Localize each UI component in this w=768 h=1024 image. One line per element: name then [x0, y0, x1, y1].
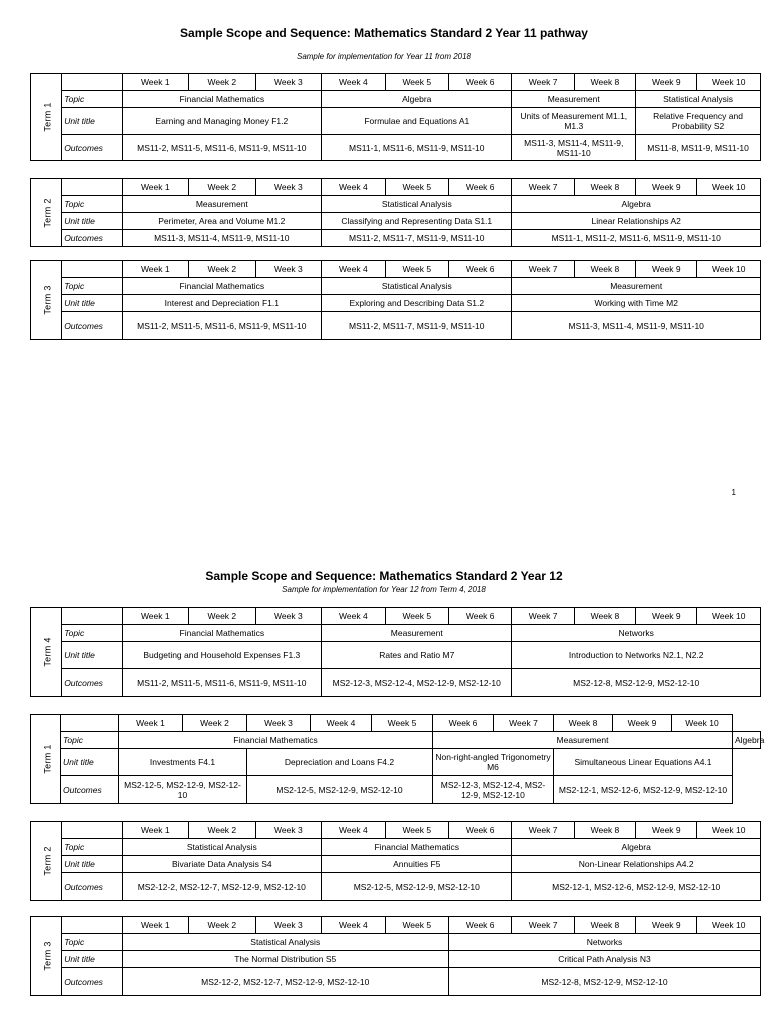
term-label — [31, 822, 62, 901]
week-header: Week 4 — [322, 822, 385, 839]
topic-cell: Measurement — [433, 732, 733, 749]
topic-cell: Financial Mathematics — [322, 839, 512, 856]
outcomes-cell: MS11-3, MS11-4, MS11-9, MS11-10 — [122, 230, 322, 247]
row-label-topic: Topic — [62, 278, 122, 295]
week-header: Week 8 — [554, 715, 613, 732]
week-header: Week 10 — [697, 608, 761, 625]
week-header: Week 10 — [697, 74, 761, 91]
term-label-text: Term 2 — [42, 846, 53, 876]
week-header: Week 5 — [385, 261, 448, 278]
week-header: Week 9 — [636, 917, 697, 934]
term-label — [31, 179, 62, 247]
week-header: Week 1 — [122, 74, 189, 91]
week-header: Week 1 — [122, 822, 189, 839]
outcomes-cell: MS2-12-3, MS2-12-4, MS2-12-9, MS2-12-10 — [433, 776, 554, 804]
row-label-outcomes: Outcomes — [62, 135, 122, 161]
topic-cell: Financial Mathematics — [122, 91, 322, 108]
term-label-text: Term 4 — [42, 637, 53, 667]
week-header: Week 2 — [189, 261, 256, 278]
topic-cell: Statistical Analysis — [122, 839, 322, 856]
term-label-text: Term 2 — [42, 197, 53, 228]
row-label-unit: Unit title — [62, 213, 122, 230]
outcomes-cell: MS2-12-1, MS2-12-6, MS2-12-9, MS2-12-10 — [554, 776, 733, 804]
unit-cell: Units of Measurement M1.1, M1.3 — [512, 108, 636, 135]
unit-cell: Formulae and Equations A1 — [322, 108, 512, 135]
page-title-year11: Sample Scope and Sequence: Mathematics Standard 2 Year 11 pathway — [180, 26, 588, 40]
outcomes-cell: MS2-12-3, MS2-12-4, MS2-12-9, MS2-12-10 — [322, 669, 512, 697]
week-header: Week 4 — [311, 715, 372, 732]
week-header: Week 3 — [247, 715, 311, 732]
week-header: Week 2 — [189, 917, 256, 934]
term-label-text: Term 1 — [42, 102, 53, 132]
row-label-unit: Unit title — [62, 642, 122, 669]
topic-cell: Statistical Analysis — [322, 278, 512, 295]
outcomes-cell: MS11-1, MS11-2, MS11-6, MS11-9, MS11-10 — [512, 230, 761, 247]
row-label-unit: Unit title — [62, 295, 122, 312]
week-header: Week 4 — [322, 261, 385, 278]
unit-cell: Bivariate Data Analysis S4 — [122, 856, 322, 873]
unit-cell: Earning and Managing Money F1.2 — [122, 108, 322, 135]
unit-cell: Rates and Ratio M7 — [322, 642, 512, 669]
row-label-topic: Topic — [61, 732, 119, 749]
row-label-outcomes: Outcomes — [62, 312, 122, 340]
week-header: Week 2 — [189, 822, 256, 839]
term-table — [30, 714, 765, 804]
week-header: Week 8 — [574, 74, 635, 91]
topic-cell: Algebra — [512, 839, 761, 856]
header-corner-cell — [62, 608, 122, 625]
week-header: Week 6 — [448, 179, 511, 196]
outcomes-cell: MS2-12-5, MS2-12-9, MS2-12-10 — [119, 776, 247, 804]
week-header: Week 10 — [672, 715, 733, 732]
week-header: Week 7 — [512, 608, 574, 625]
header-corner-cell — [62, 261, 122, 278]
week-header: Week 2 — [183, 715, 247, 732]
term-table — [30, 260, 761, 340]
topic-cell: Financial Mathematics — [119, 732, 433, 749]
week-header: Week 1 — [119, 715, 183, 732]
header-corner-cell — [61, 715, 119, 732]
week-header: Week 3 — [255, 74, 322, 91]
outcomes-cell: MS2-12-8, MS2-12-9, MS2-12-10 — [512, 669, 761, 697]
week-header: Week 6 — [448, 608, 511, 625]
unit-cell: Critical Path Analysis N3 — [448, 951, 760, 968]
week-header: Week 1 — [122, 261, 189, 278]
unit-cell: Non-right-angled Trigonometry M6 — [433, 749, 554, 776]
week-header: Week 10 — [697, 179, 761, 196]
week-header: Week 9 — [613, 715, 672, 732]
week-header: Week 10 — [697, 261, 761, 278]
outcomes-cell: MS2-12-8, MS2-12-9, MS2-12-10 — [448, 968, 760, 996]
unit-cell: Working with Time M2 — [512, 295, 761, 312]
row-label-outcomes: Outcomes — [62, 669, 122, 697]
topic-cell: Networks — [448, 934, 760, 951]
topic-cell: Algebra — [733, 732, 761, 749]
term-label — [31, 608, 62, 697]
unit-cell: Non-Linear Relationships A4.2 — [512, 856, 761, 873]
outcomes-cell: MS11-3, MS11-4, MS11-9, MS11-10 — [512, 135, 636, 161]
term-label — [31, 917, 62, 996]
page-subtitle-year12: Sample for implementation for Year 12 from Term 4, 2018 — [282, 585, 486, 594]
outcomes-cell: MS11-2, MS11-7, MS11-9, MS11-10 — [322, 312, 512, 340]
week-header: Week 7 — [512, 179, 574, 196]
week-header: Week 6 — [448, 261, 511, 278]
week-header: Week 9 — [636, 608, 697, 625]
unit-cell: Interest and Depreciation F1.1 — [122, 295, 322, 312]
row-label-topic: Topic — [62, 839, 122, 856]
row-label-topic: Topic — [62, 625, 122, 642]
unit-cell: Introduction to Networks N2.1, N2.2 — [512, 642, 761, 669]
outcomes-cell: MS11-1, MS11-6, MS11-9, MS11-10 — [322, 135, 512, 161]
term-label — [31, 715, 61, 804]
row-label-outcomes: Outcomes — [61, 776, 119, 804]
topic-cell: Algebra — [322, 91, 512, 108]
unit-cell: Budgeting and Household Expenses F1.3 — [122, 642, 322, 669]
unit-cell: Simultaneous Linear Equations A4.1 — [554, 749, 733, 776]
week-header: Week 8 — [574, 261, 635, 278]
term-label — [31, 74, 62, 161]
week-header: Week 8 — [574, 179, 635, 196]
week-header: Week 8 — [574, 608, 635, 625]
week-header: Week 2 — [189, 179, 256, 196]
term-label-text: Term 3 — [42, 941, 53, 971]
header-corner-cell — [62, 74, 122, 91]
week-header: Week 4 — [322, 608, 385, 625]
unit-cell: Investments F4.1 — [119, 749, 247, 776]
week-header: Week 4 — [322, 917, 385, 934]
outcomes-cell: MS11-2, MS11-5, MS11-6, MS11-9, MS11-10 — [122, 312, 322, 340]
outcomes-cell: MS11-2, MS11-5, MS11-6, MS11-9, MS11-10 — [122, 669, 322, 697]
outcomes-cell: MS2-12-2, MS2-12-7, MS2-12-9, MS2-12-10 — [122, 968, 448, 996]
week-header: Week 5 — [372, 715, 433, 732]
week-header: Week 7 — [512, 822, 574, 839]
topic-cell: Measurement — [512, 278, 761, 295]
week-header: Week 10 — [697, 917, 761, 934]
topic-cell: Statistical Analysis — [322, 196, 512, 213]
topic-cell: Networks — [512, 625, 761, 642]
week-header: Week 9 — [636, 261, 697, 278]
unit-cell: Linear Relationships A2 — [512, 213, 761, 230]
outcomes-cell: MS2-12-2, MS2-12-7, MS2-12-9, MS2-12-10 — [122, 873, 322, 901]
week-header: Week 3 — [255, 179, 322, 196]
week-header: Week 2 — [189, 74, 256, 91]
header-corner-cell — [62, 179, 122, 196]
unit-cell: Annuities F5 — [322, 856, 512, 873]
header-corner-cell — [62, 917, 122, 934]
term-table — [30, 73, 761, 161]
week-header: Week 1 — [122, 179, 189, 196]
topic-cell: Statistical Analysis — [636, 91, 761, 108]
week-header: Week 6 — [433, 715, 494, 732]
week-header: Week 10 — [697, 822, 761, 839]
unit-cell: Perimeter, Area and Volume M1.2 — [122, 213, 322, 230]
term-table — [30, 178, 761, 247]
week-header: Week 3 — [255, 608, 322, 625]
term-label-text: Term 1 — [42, 744, 53, 774]
week-header: Week 7 — [494, 715, 554, 732]
week-header: Week 6 — [448, 74, 511, 91]
week-header: Week 3 — [255, 261, 322, 278]
unit-cell: Depreciation and Loans F4.2 — [247, 749, 433, 776]
week-header: Week 7 — [512, 261, 574, 278]
topic-cell: Measurement — [122, 196, 322, 213]
topic-cell: Algebra — [512, 196, 761, 213]
outcomes-cell: MS11-8, MS11-9, MS11-10 — [636, 135, 761, 161]
term-label-text: Term 3 — [42, 285, 53, 315]
row-label-outcomes: Outcomes — [62, 873, 122, 901]
week-header: Week 9 — [636, 179, 697, 196]
week-header: Week 1 — [122, 608, 189, 625]
topic-cell: Measurement — [322, 625, 512, 642]
unit-cell: Relative Frequency and Probability S2 — [636, 108, 761, 135]
topic-cell: Measurement — [512, 91, 636, 108]
week-header: Week 5 — [385, 917, 448, 934]
outcomes-cell: MS11-2, MS11-5, MS11-6, MS11-9, MS11-10 — [122, 135, 322, 161]
week-header: Week 5 — [385, 74, 448, 91]
unit-cell: Exploring and Describing Data S1.2 — [322, 295, 512, 312]
row-label-unit: Unit title — [62, 108, 122, 135]
row-label-topic: Topic — [62, 196, 122, 213]
week-header: Week 4 — [322, 74, 385, 91]
outcomes-cell: MS2-12-1, MS2-12-6, MS2-12-9, MS2-12-10 — [512, 873, 761, 901]
week-header: Week 5 — [385, 179, 448, 196]
week-header: Week 5 — [385, 608, 448, 625]
page-title-year12: Sample Scope and Sequence: Mathematics Standard 2 Year 12 — [205, 569, 563, 583]
term-label — [31, 261, 62, 340]
page-number: 1 — [731, 488, 736, 497]
unit-cell: Classifying and Representing Data S1.1 — [322, 213, 512, 230]
week-header: Week 9 — [636, 822, 697, 839]
week-header: Week 7 — [512, 917, 574, 934]
header-corner-cell — [62, 822, 122, 839]
term-table — [30, 916, 761, 996]
row-label-unit: Unit title — [62, 856, 122, 873]
week-header: Week 5 — [385, 822, 448, 839]
week-header: Week 8 — [574, 822, 635, 839]
week-header: Week 2 — [189, 608, 256, 625]
topic-cell: Financial Mathematics — [122, 625, 322, 642]
row-label-topic: Topic — [62, 91, 122, 108]
week-header: Week 7 — [512, 74, 574, 91]
week-header: Week 9 — [636, 74, 697, 91]
unit-cell: The Normal Distribution S5 — [122, 951, 448, 968]
week-header: Week 3 — [255, 822, 322, 839]
row-label-unit: Unit title — [61, 749, 119, 776]
row-label-outcomes: Outcomes — [62, 230, 122, 247]
row-label-outcomes: Outcomes — [62, 968, 122, 996]
week-header: Week 6 — [448, 822, 511, 839]
week-header: Week 6 — [448, 917, 511, 934]
outcomes-cell: MS11-3, MS11-4, MS11-9, MS11-10 — [512, 312, 761, 340]
week-header: Week 3 — [255, 917, 322, 934]
topic-cell: Statistical Analysis — [122, 934, 448, 951]
term-table — [30, 607, 761, 697]
outcomes-cell: MS2-12-5, MS2-12-9, MS2-12-10 — [322, 873, 512, 901]
page-subtitle-year11: Sample for implementation for Year 11 from 2018 — [296, 52, 472, 61]
term-table — [30, 821, 761, 901]
outcomes-cell: MS2-12-5, MS2-12-9, MS2-12-10 — [247, 776, 433, 804]
week-header: Week 4 — [322, 179, 385, 196]
row-label-unit: Unit title — [62, 951, 122, 968]
row-label-topic: Topic — [62, 934, 122, 951]
topic-cell: Financial Mathematics — [122, 278, 322, 295]
outcomes-cell: MS11-2, MS11-7, MS11-9, MS11-10 — [322, 230, 512, 247]
week-header: Week 1 — [122, 917, 189, 934]
week-header: Week 8 — [574, 917, 635, 934]
